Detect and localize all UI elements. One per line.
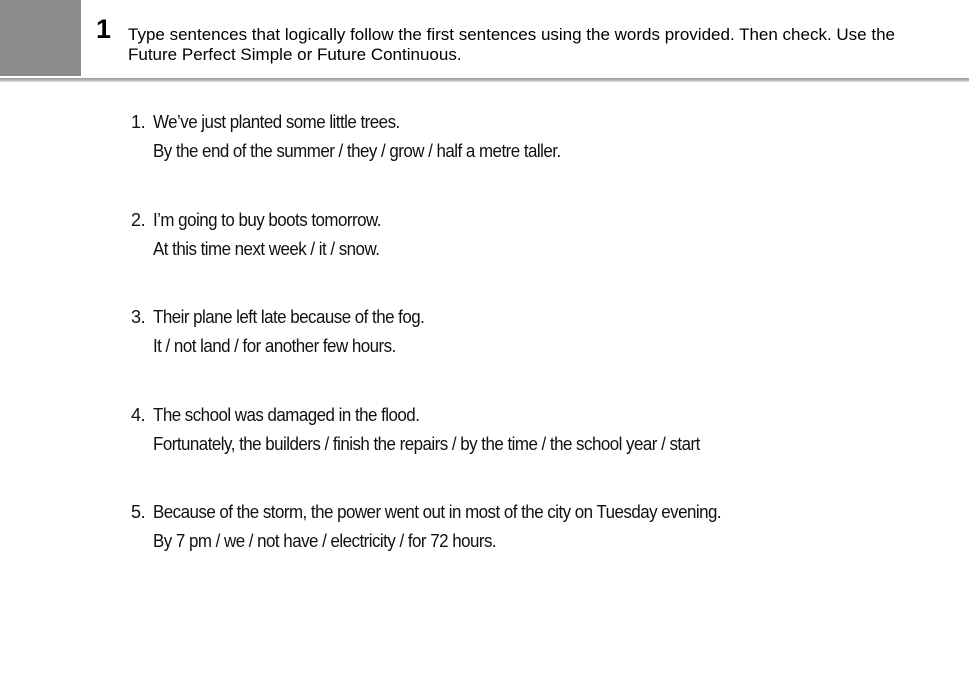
item-sentence: Their plane left late because of the fog. — [153, 307, 425, 327]
item-number: 4. — [131, 404, 146, 425]
item-sentence: Because of the storm, the power went out in most of the city on Tuesday evening. — [153, 502, 722, 522]
item-number: 3. — [131, 307, 146, 327]
exercise-number: 1 — [96, 14, 112, 44]
item-sentence: I’m going to buy boots tomorrow. — [153, 209, 381, 230]
item-number: 1. — [131, 112, 146, 132]
item-sentence: We’ve just planted some little trees. — [153, 112, 400, 132]
item-sentence: The school was damaged in the flood. — [153, 404, 420, 425]
header-divider — [0, 78, 969, 82]
item-prompt: Fortunately, the builders / finish the repairs / by the time / the school year / start — [153, 433, 700, 454]
item-prompt: It / not land / for another few hours. — [153, 336, 396, 356]
exercise-item-3 — [0, 303, 969, 401]
exercise-item-4 — [0, 401, 969, 499]
exercise-item-2 — [0, 206, 969, 304]
exercise-header — [0, 0, 969, 76]
item-prompt: At this time next week / it / snow. — [153, 238, 380, 259]
exercise-item-1 — [0, 108, 969, 206]
exercise-instruction: Type sentences that logically follow the first sentences using the words provided. Then check. Use the Future Perfect Simple or Future Continuous. — [128, 25, 895, 64]
item-prompt: By 7 pm / we / not have / electricity / for 72 hours. — [153, 531, 497, 551]
header-color-block — [0, 0, 81, 76]
item-prompt: By the end of the summer / they / grow / half a metre taller. — [153, 141, 561, 161]
item-number: 2. — [131, 209, 146, 230]
exercise-item-5 — [0, 498, 969, 596]
exercise-items — [0, 108, 969, 596]
item-number: 5. — [131, 502, 146, 522]
